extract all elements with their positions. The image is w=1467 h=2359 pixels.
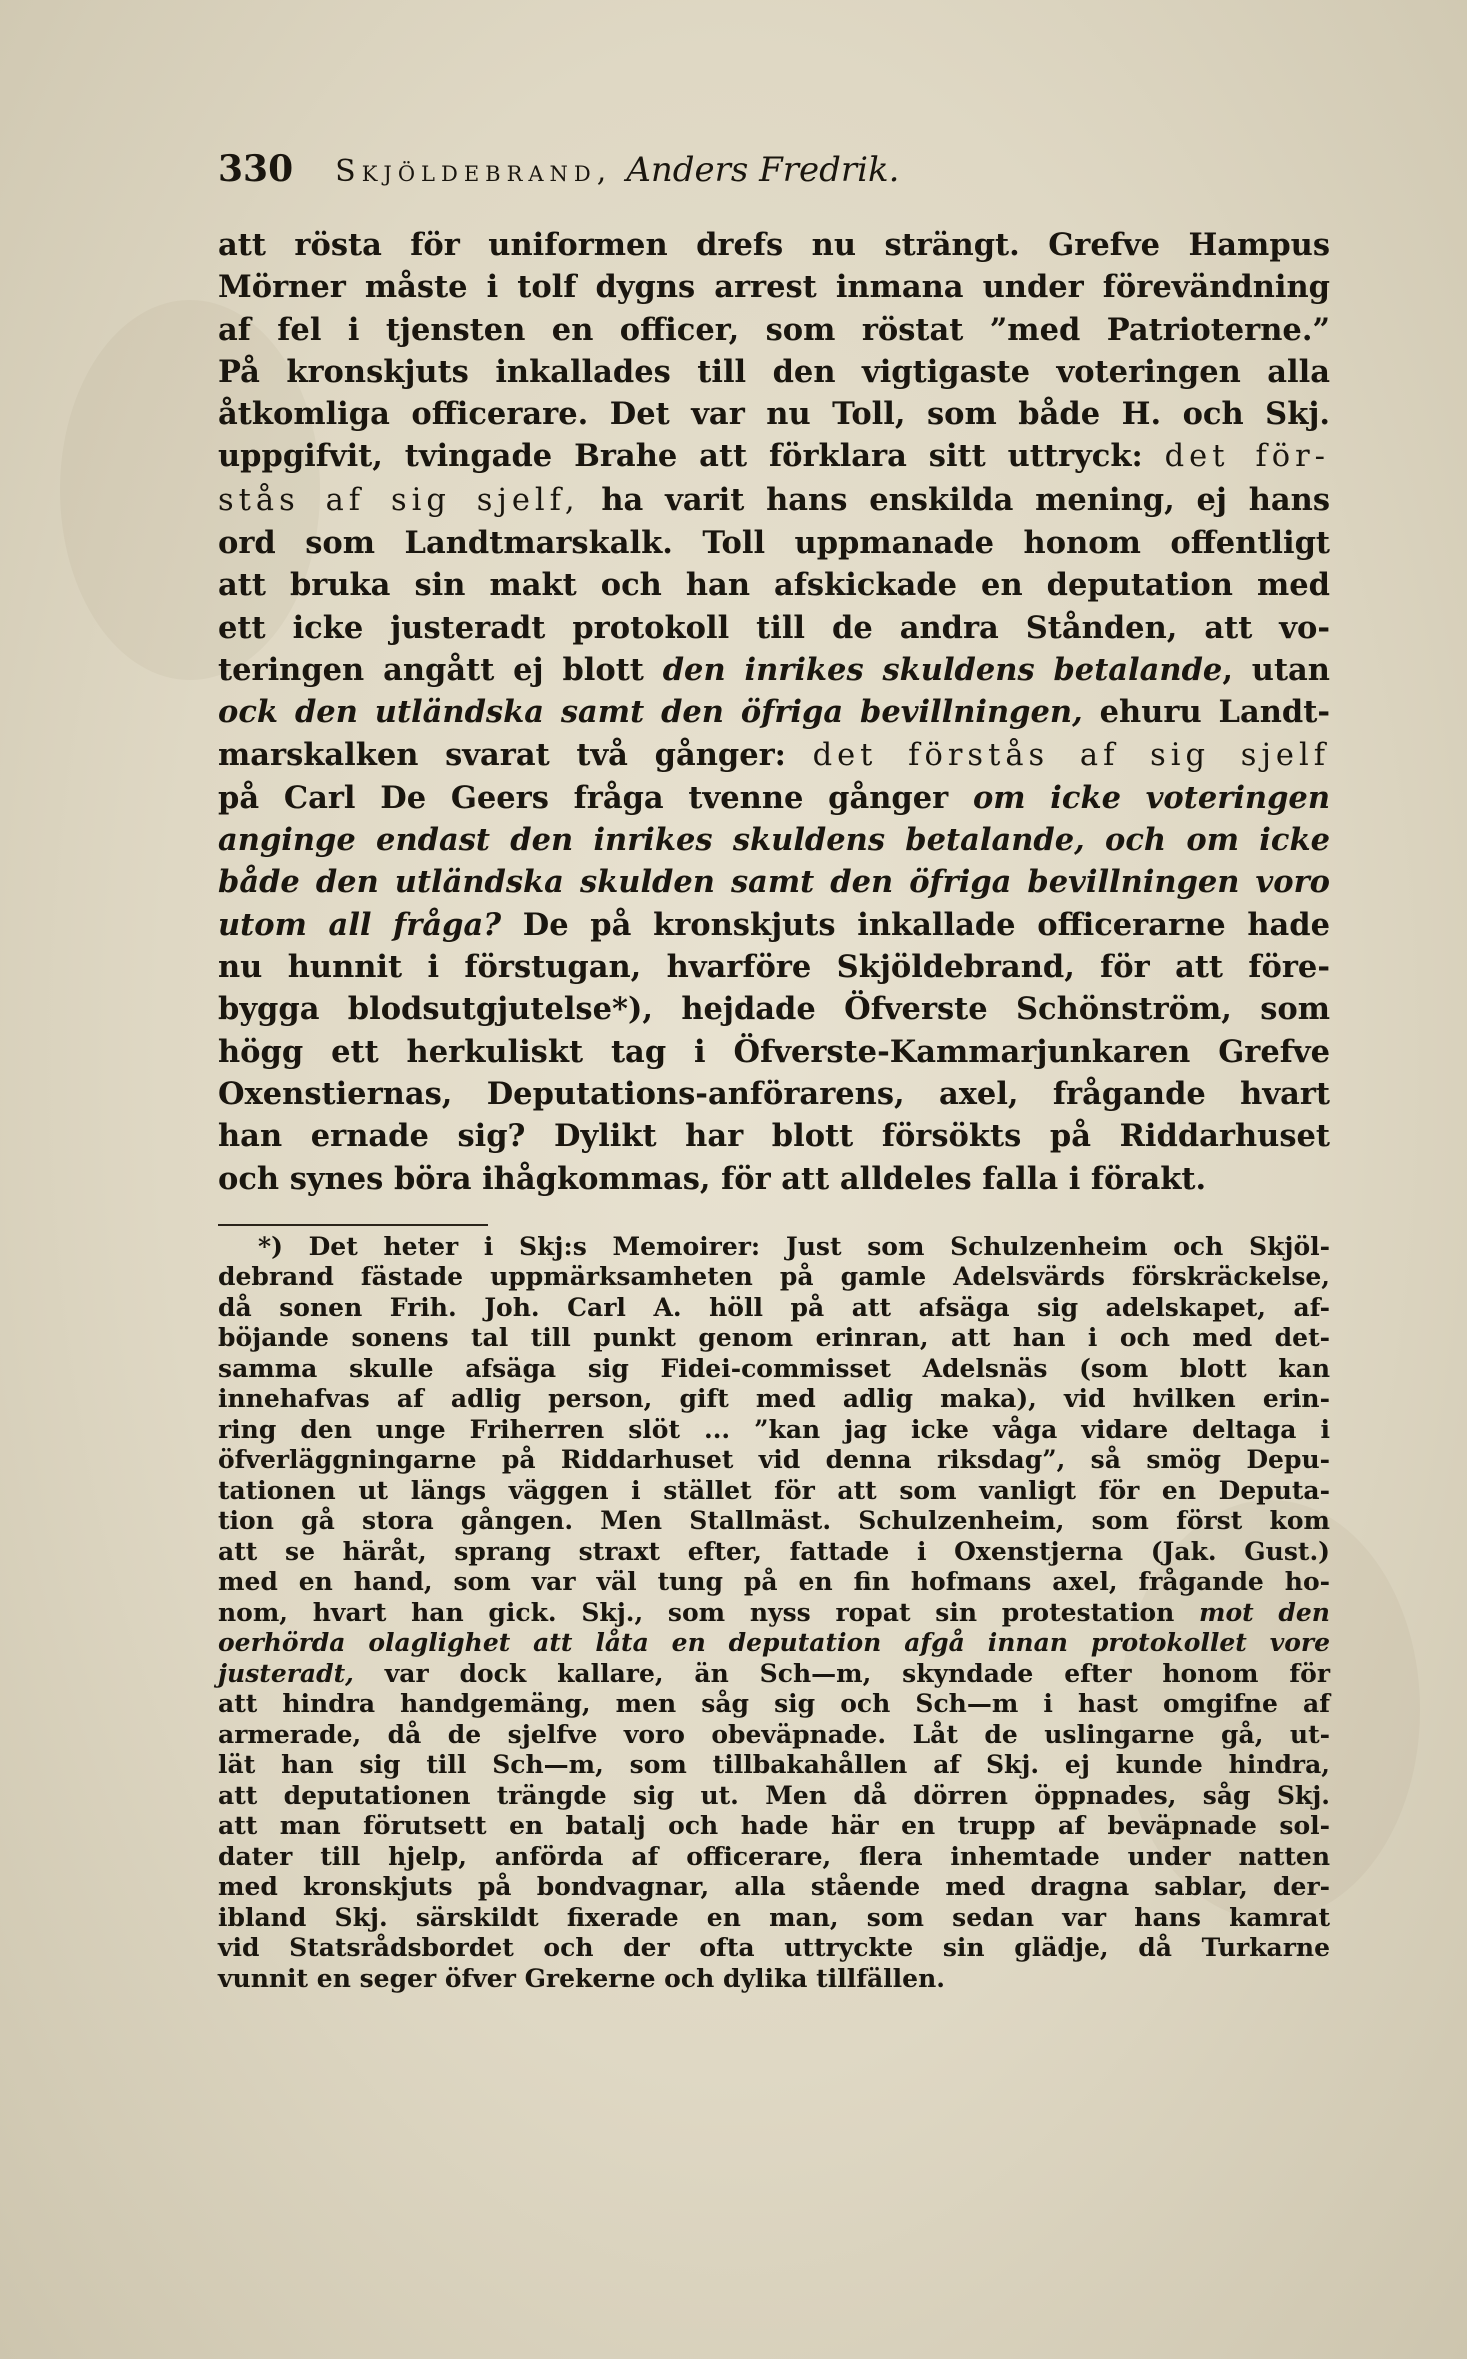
running-head: [218, 148, 1330, 204]
text-line: [218, 988, 1330, 1030]
text-line: [218, 266, 1330, 308]
text-line-segment: att rösta för uniformen drefs nu strängt. Grefve Hampus: [218, 227, 1330, 263]
footnote-line-segment: att deputationen trängde sig ut. Men då dörren öppnades, såg Skj.: [218, 1780, 1330, 1810]
footnote-line: [218, 1689, 1330, 1720]
footnote-line-segment: med en hand, som var väl tung på en fin hofmans axel, frågande ho-: [218, 1567, 1330, 1597]
text-line: [218, 564, 1330, 606]
footnote-line-segment: *) Det heter i Skj:s Memoirer: Just som Schulzenheim och Skjöl-: [258, 1231, 1330, 1261]
text-line: [218, 777, 1330, 819]
text-line: [218, 861, 1330, 903]
footnote-line-segment: justeradt,: [218, 1658, 354, 1688]
text-line: [218, 1115, 1330, 1157]
footnote-line: [218, 1720, 1330, 1751]
text-line: [218, 479, 1330, 522]
footnote-line: [218, 1903, 1330, 1934]
footnote-line-segment: nom, hvart han gick. Skj., som nyss ropat sin protestation: [218, 1597, 1199, 1627]
footnote-line-segment: debrand fästade uppmärksamheten på gamle Adelsvärds förskräckelse,: [218, 1262, 1330, 1292]
text-line: [218, 522, 1330, 564]
text-line-segment: åtkomliga officerare. Det var nu Toll, som både H. och Skj.: [218, 396, 1330, 433]
footnote-line-segment: ibland Skj. särskildt fixerade en man, som sedan var hans kamrat: [218, 1902, 1330, 1932]
footnote-line: [218, 1659, 1330, 1690]
text-line-segment: om icke voteringen: [972, 779, 1331, 816]
footnote-line: [218, 1445, 1330, 1476]
footnote-line: [218, 1872, 1330, 1903]
footnote-line-segment: tion gå stora gången. Men Stallmäst. Schulzenheim, som först kom: [218, 1506, 1330, 1536]
footnote-line-segment: vid Statsrådsbordet och der ofta uttryckte sin glädje, då Turkarne: [218, 1933, 1330, 1963]
text-line: [218, 607, 1330, 649]
text-line: [218, 351, 1330, 393]
text-line-segment: af fel i tjensten en officer, som röstat ”med Patrioterne.”: [218, 311, 1330, 348]
footnote-line-segment: att man förutsett en batalj och hade här en trupp af beväpnade sol-: [218, 1811, 1330, 1841]
text-line-segment: ock den utländska samt den öfriga bevillningen,: [218, 694, 1083, 731]
text-line: [218, 224, 1330, 266]
footnote-line: [218, 1262, 1330, 1293]
text-line-segment: på Carl De Geers fråga tvenne gånger: [218, 779, 973, 816]
text-line-segment: anginge endast den inrikes skuldens betalande, och om icke: [218, 822, 1330, 859]
footnote-line: [218, 1842, 1330, 1873]
footnote-line-segment: då sonen Frih. Joh. Carl A. höll på att afsäga sig adelskapet, af-: [218, 1292, 1330, 1322]
text-line: [218, 819, 1330, 861]
text-line-segment: ha varit hans enskilda mening, ej hans: [579, 481, 1330, 518]
text-line: [218, 691, 1330, 733]
footnote-line-segment: tationen ut längs väggen i stället för att som vanligt för en Deputa-: [218, 1475, 1330, 1505]
footnote-line-segment: att hindra handgemäng, men såg sig och Sch—m i hast omgifne af: [218, 1689, 1330, 1719]
text-line-segment: och synes böra ihågkommas, för att alldeles falla i förakt.: [218, 1160, 1207, 1197]
footnote-line: [218, 1811, 1330, 1842]
footnote-line: [218, 1476, 1330, 1507]
running-head-surname: Skjöldebrand,: [335, 154, 613, 189]
text-line-segment: ett icke justeradt protokoll till de andra Stånden, att vo-: [218, 609, 1330, 646]
footnote-line: [218, 1293, 1330, 1324]
footnote-line: [218, 1598, 1330, 1629]
text-line-segment: det förstås af sig sjelf: [812, 737, 1330, 773]
page-content: [218, 148, 1330, 1994]
footnote-line: [218, 1567, 1330, 1598]
text-line: [218, 1073, 1330, 1115]
text-line-segment: teringen angått ej blott: [218, 651, 663, 688]
text-line: [218, 649, 1330, 691]
footnote-line-segment: ring den unge Friherren slöt ... ”kan jag icke våga vidare deltaga i: [218, 1414, 1330, 1444]
text-line-segment: att bruka sin makt och han afskickade en deputation med: [218, 567, 1330, 604]
text-line-segment: han ernade sig? Dylikt har blott försökts på Riddarhuset: [218, 1118, 1330, 1155]
text-line-segment: högg ett herkuliskt tag i Öfverste-Kammarjunkaren Grefve: [218, 1033, 1330, 1070]
text-line-segment: På kronskjuts inkallades till den vigtigaste voteringen alla: [218, 353, 1330, 390]
footnote-line: [218, 1628, 1330, 1659]
footnote: [218, 1232, 1330, 1995]
text-line: [218, 393, 1330, 435]
text-line-segment: både den utländska skulden samt den öfriga bevillningen voro: [218, 864, 1330, 901]
text-line: [218, 1158, 1330, 1200]
footnote-line-segment: oerhörda olaglighet att låta en deputation afgå innan protokollet vore: [218, 1628, 1330, 1658]
text-line: [218, 734, 1330, 777]
footnote-line-segment: lät han sig till Sch—m, som tillbakahållen af Skj. ej kunde hindra,: [218, 1750, 1330, 1780]
footnote-line: [218, 1354, 1330, 1385]
text-line-segment: , utan: [1222, 651, 1330, 688]
running-head-given-name: Anders Fredrik.: [626, 150, 900, 190]
footnote-line-segment: öfverläggningarne på Riddarhuset vid denna riksdag”, så smög Depu-: [218, 1445, 1330, 1475]
footnote-line: [218, 1781, 1330, 1812]
text-line-segment: stås af sig sjelf,: [218, 482, 580, 518]
text-line-segment: ehuru Landt-: [1082, 694, 1330, 731]
text-line-segment: bygga blodsutgjutelse*), hejdade Öfverste Schönström, som: [218, 991, 1330, 1028]
text-line: [218, 309, 1330, 351]
text-line: [218, 1031, 1330, 1073]
footnote-line-segment: dater till hjelp, anförda af officerare, flera inhemtade under natten: [218, 1841, 1330, 1871]
footnote-line-segment: mot den: [1199, 1597, 1330, 1627]
footnote-line: [218, 1506, 1330, 1537]
text-line-segment: marskalken svarat två gånger:: [218, 736, 813, 773]
text-line-segment: det för-: [1164, 439, 1330, 475]
footnote-line: [218, 1232, 1330, 1263]
footnote-line-segment: innehafvas af adlig person, gift med adlig maka), vid hvilken erin-: [218, 1384, 1330, 1414]
footnote-line: [218, 1384, 1330, 1415]
text-line-segment: ord som Landtmarskalk. Toll uppmanade honom offentligt: [218, 525, 1330, 562]
footnote-line: [218, 1750, 1330, 1781]
text-line: [218, 904, 1330, 946]
text-line-segment: nu hunnit i förstugan, hvarföre Skjöldebrand, för att före-: [218, 949, 1330, 986]
page-number: 330: [218, 148, 294, 190]
footnote-rule: [218, 1224, 488, 1226]
footnote-line-segment: med kronskjuts på bondvagnar, alla stående med dragna sablar, der-: [218, 1872, 1330, 1902]
footnote-line-segment: att se häråt, sprang straxt efter, fattade i Oxenstjerna (Jak. Gust.): [218, 1536, 1330, 1566]
footnote-line: [218, 1964, 1330, 1995]
text-line-segment: De på kronskjuts inkallade officerarne hade: [501, 906, 1331, 943]
text-line: [218, 946, 1330, 988]
text-line-segment: utom all fråga?: [218, 906, 502, 943]
text-line-segment: Mörner måste i tolf dygns arrest inmana under förevändning: [218, 269, 1330, 306]
footnote-line-segment: armerade, då de sjelfve voro obeväpnade. Låt de uslingarne gå, ut-: [218, 1719, 1330, 1749]
footnote-line: [218, 1323, 1330, 1354]
footnote-line-segment: böjande sonens tal till punkt genom erinran, att han i och med det-: [218, 1323, 1330, 1353]
footnote-line: [218, 1537, 1330, 1568]
footnote-line-segment: samma skulle afsäga sig Fidei-commisset Adelsnäs (som blott kan: [218, 1353, 1330, 1383]
footnote-line-segment: var dock kallare, än Sch—m, skyndade efter honom för: [353, 1658, 1330, 1688]
text-line-segment: uppgifvit, tvingade Brahe att förklara sitt uttryck:: [218, 438, 1165, 475]
footnote-line: [218, 1415, 1330, 1446]
text-line-segment: Oxenstiernas, Deputations-anförarens, axel, frågande hvart: [218, 1075, 1330, 1112]
footnote-line: [218, 1933, 1330, 1964]
main-text: [218, 224, 1330, 1200]
text-line: [218, 435, 1330, 478]
text-line-segment: den inrikes skuldens betalande: [662, 651, 1223, 688]
footnote-line-segment: vunnit en seger öfver Grekerne och dylika tillfällen.: [218, 1963, 945, 1993]
